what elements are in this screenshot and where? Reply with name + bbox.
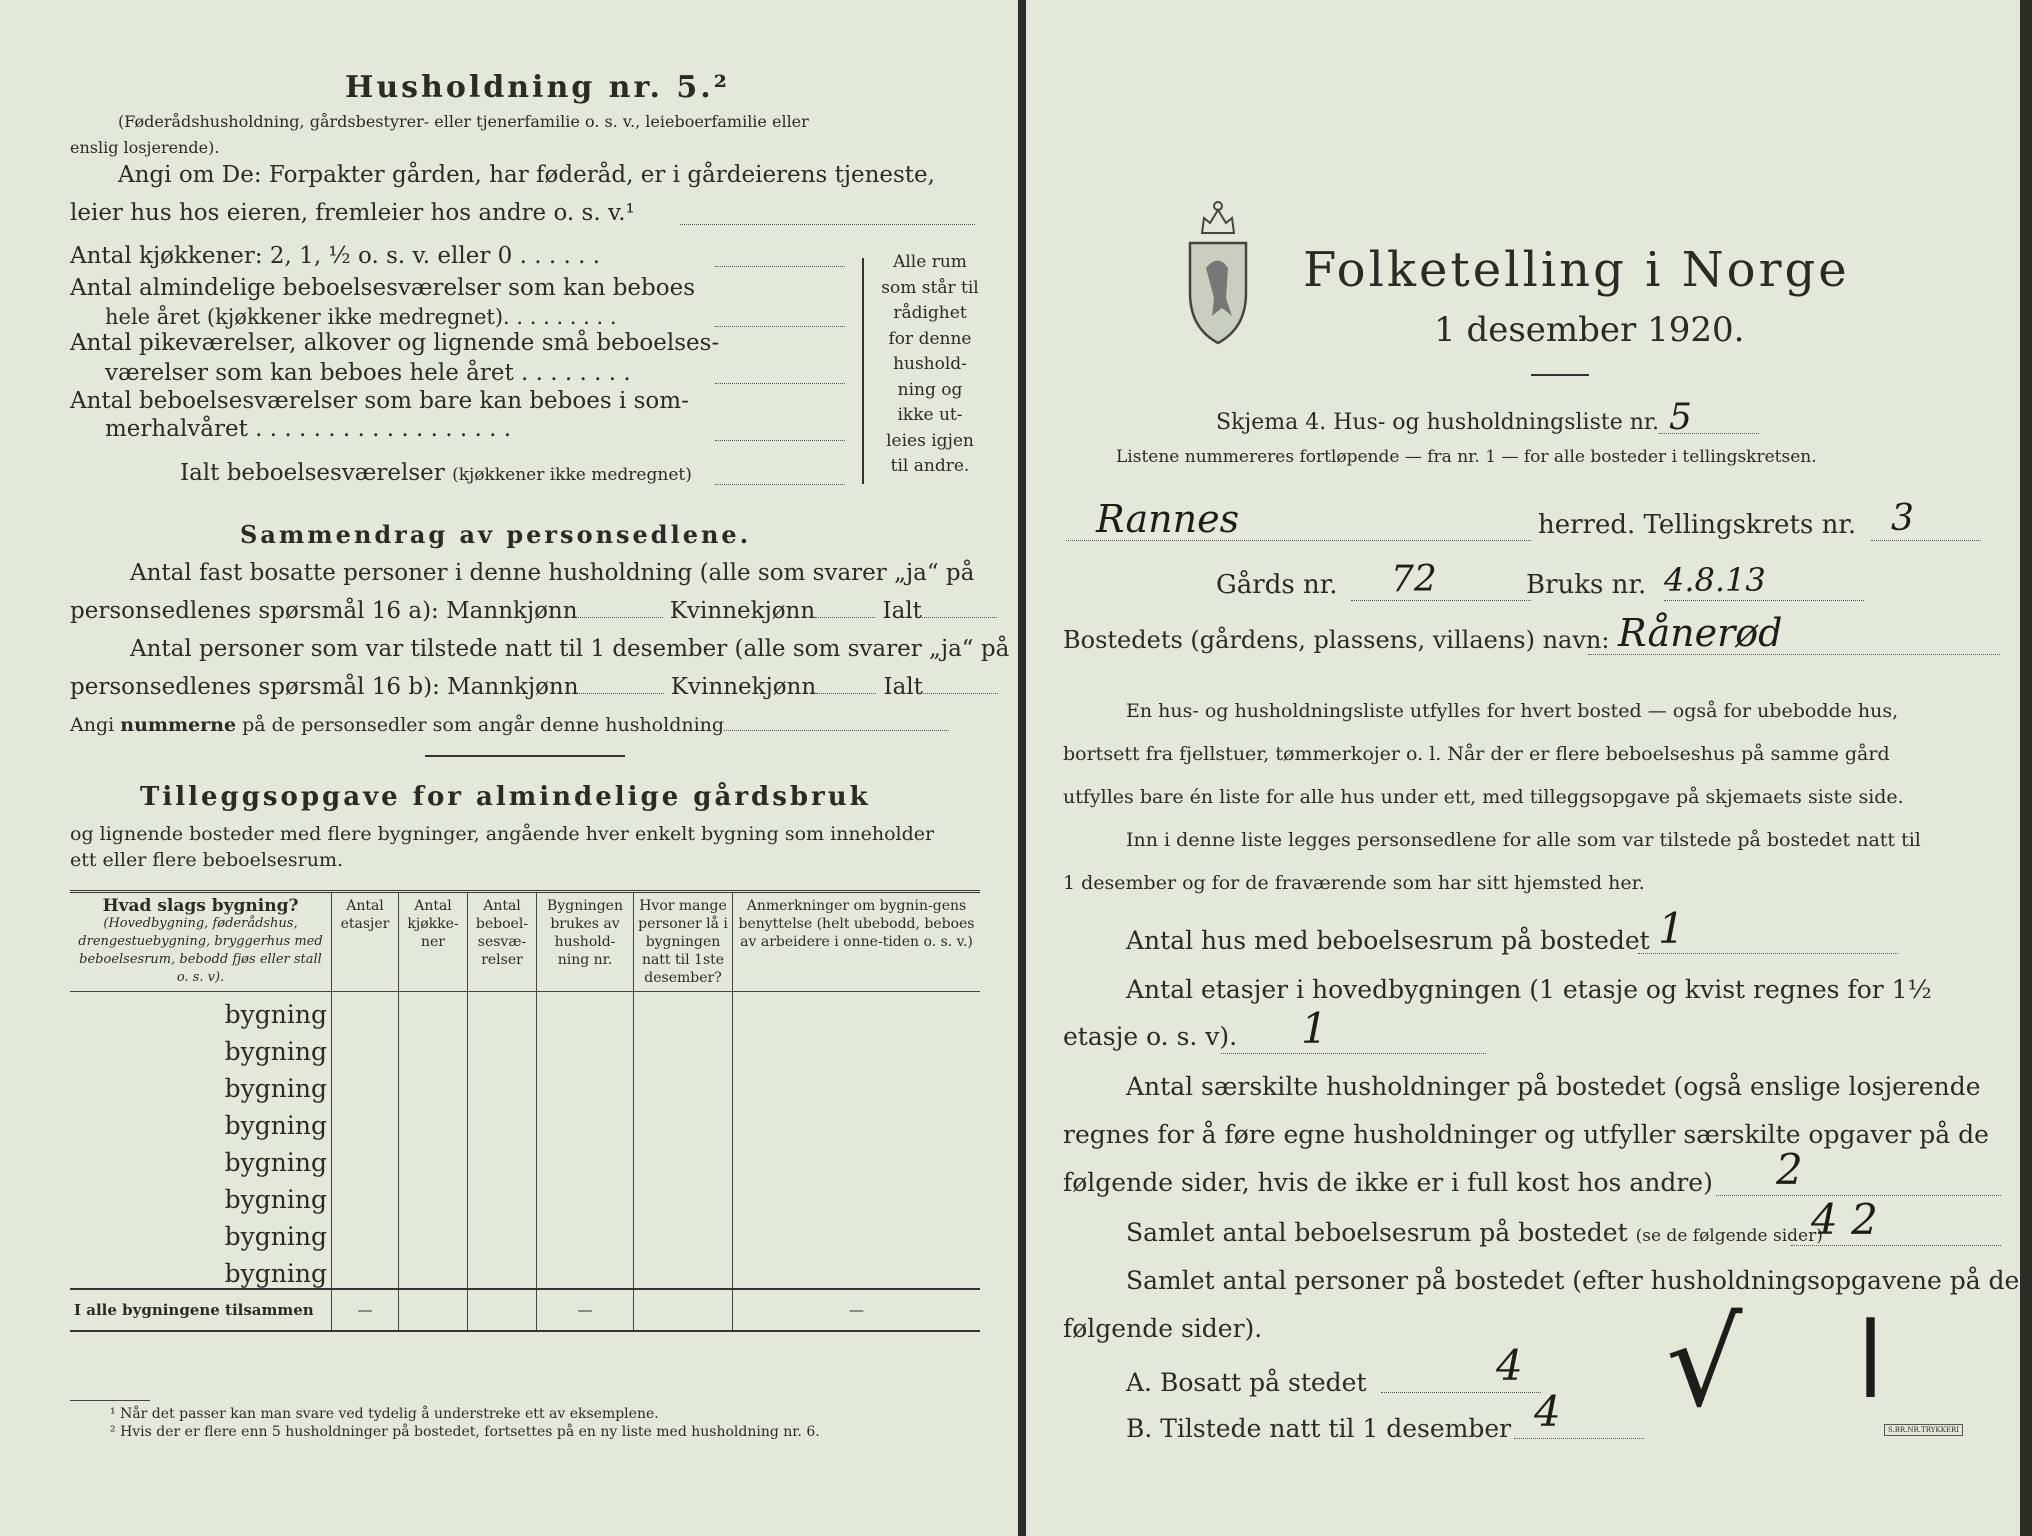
col-floors: Antal etasjer (332, 892, 399, 992)
herred-label: herred. Tellingskrets nr. (1538, 510, 1857, 540)
rooms-total-line (715, 484, 845, 485)
skjema-value: 5 (1659, 403, 1759, 434)
household-title: Husholdning nr. 5.² (345, 70, 730, 105)
rooms-total-note: (kjøkkener ikke medregnet) (452, 465, 692, 485)
rooms-ordinary-1: Antal almindelige beboelsesværelser som kan beboes (70, 275, 696, 301)
tillegg-line-2: ett eller flere beboelsesrum. (70, 849, 344, 871)
a-hush: 2 (1716, 1145, 2001, 1196)
q-pers-1: Samlet antal personer på bostedet (efter husholdningsopgavene på de (1126, 1266, 2020, 1295)
table-row (70, 1177, 980, 1214)
col-kitchens: Antal kjøkke-ner (399, 892, 468, 992)
title-rule (1531, 374, 1589, 376)
q-etasjer-1: Antal etasjer i hovedbygningen (1 etasje og kvist regnes for 1½ (1126, 975, 1932, 1004)
brace-note-line: rådighet (893, 303, 967, 323)
q-a: A. Bosatt på stedet (1126, 1368, 1367, 1397)
footnote-2: ² Hvis der er flere enn 5 husholdninger på bostedet, fortsettes på en ny liste med husholdning nr. 6. (110, 1424, 820, 1440)
table-row (70, 1251, 980, 1289)
q-rum-note: (se de følgende sider) (1635, 1226, 1823, 1246)
herred-value: Rannes (1066, 498, 1531, 541)
instruction-line: 1 desember og for de fraværende som har sitt hjemsted her. (1063, 872, 1645, 894)
col-persons: Hvor mange personer lå i bygningen natt til 1ste desember? (634, 892, 733, 992)
intro-line-2: enslig losjerende). (70, 138, 220, 157)
a-rum: 4 2 (1791, 1195, 2001, 1246)
building-table (70, 890, 980, 1332)
col-remarks: Anmerkninger om bygnin-gens benyttelse (helt ubebodd, beboes av arbeidere i onne-tiden o. s. v.) (733, 892, 981, 992)
rooms-kitchens-line (715, 266, 845, 267)
row-label: bygning (224, 1148, 327, 1177)
brace-note-line: ning og (897, 379, 963, 400)
brace-note-line: til andre. (890, 456, 970, 476)
brace-note (875, 250, 985, 480)
rooms-brace (862, 258, 864, 484)
tillegg-line-1: og lignende bosteder med flere bygninger, angående hver enkelt bygning som inneholder (70, 823, 935, 845)
row-label: bygning (224, 1259, 327, 1288)
table-row (70, 1066, 980, 1103)
brace-note-line: for denne (888, 328, 972, 349)
table-header-row (70, 892, 980, 992)
gards-label: Gårds nr. (1216, 570, 1338, 600)
instruction-line: En hus- og husholdningsliste utfylles for hvert bosted — også for ubebodde hus, (1126, 700, 1899, 722)
brace-note-line: leies igjen (886, 430, 974, 451)
table-row (70, 1029, 980, 1066)
col-building-type-note: (Hovedbygning, føderådshus, drengestuebygning, bryggerhus med beboelsesrum, bebodd fjøs eller stall o. s. v). (78, 916, 323, 985)
summary-line-2: personsedlenes spørsmål 16 a): Mannkjønn Kvinnekjønn Ialt (70, 598, 997, 624)
listene-note: Listene nummereres fortløpende — fra nr. 1 — for alle bosteder i tellingskretsen. (1116, 447, 1817, 467)
table-total-row (70, 1289, 980, 1331)
total-dash: — (733, 1289, 981, 1331)
rooms-summer-1: Antal beboelsesværelser som bare kan beboes i som- (70, 388, 689, 414)
rooms-total-label: Ialt beboelsesværelser (kjøkkener ikke medregnet) (180, 460, 692, 486)
rooms-ordinary-line (715, 326, 845, 327)
total-label: I alle bygningene tilsammen (70, 1289, 332, 1331)
tillegg-title: Tilleggsopgave for almindelige gårdsbruk (140, 782, 871, 812)
bruks-value: 4.8.13 (1664, 560, 1864, 601)
rooms-summer-2: merhalvåret . . . . . . . . . . . . . . . . . . (105, 416, 512, 442)
summary-line-3: Antal personer som var tilstede natt til 1 desember (alle som svarer „ja“ på (130, 636, 1010, 662)
brace-note-line: ikke ut- (897, 405, 963, 425)
a-a: 4 (1381, 1340, 1541, 1393)
brace-note-line: hushold- (893, 354, 967, 374)
brace-note-line: Alle rum (893, 252, 967, 272)
summary-line-1: Antal fast bosatte personer i denne husholdning (alle som svarer „ja“ på (130, 560, 975, 586)
q-pers-2: følgende sider). (1063, 1314, 1263, 1343)
row-label: bygning (224, 1037, 327, 1066)
bosted-label: Bostedets (gårdens, plassens, villaens) navn: (1063, 626, 1610, 654)
instruction-line: bortsett fra fjellstuer, tømmerkojer o. l. Når der er flere beboelseshus på samme gård (1063, 743, 1890, 765)
right-page (1026, 0, 2020, 1536)
census-title: Folketelling i Norge (1303, 242, 1850, 298)
q-hush-2: regnes for å føre egne husholdninger og utfyller særskilte opgaver på de (1063, 1120, 1989, 1149)
summary-line-4: personsedlenes spørsmål 16 b): Mannkjønn Kvinnekjønn Ialt (70, 674, 998, 700)
skjema-line: Skjema 4. Hus- og husholdningsliste nr. 5 (1216, 403, 1759, 435)
footnote-1: ¹ Når det passer kan man svare ved tydelig å understreke ett av eksemplene. (110, 1406, 659, 1422)
checkmark: √ (1666, 1295, 1743, 1434)
footnote-rule (70, 1400, 150, 1401)
divider (425, 755, 625, 757)
coat-of-arms-icon (1182, 198, 1254, 348)
table-row (70, 992, 980, 1030)
row-label: bygning (224, 1111, 327, 1140)
col-building-type-title: Hvad slags bygning? (102, 896, 299, 916)
instruction-line: Inn i denne liste legges personsedlene for alle som var tilstede på bostedet natt til (1126, 829, 1921, 851)
col-rooms: Antal beboel-sesvæ-relser (468, 892, 537, 992)
q-hus: Antal hus med beboelsesrum på bostedet (1126, 926, 1650, 955)
intro-line-1: (Føderådshusholdning, gårdsbestyrer- eller tjenerfamilie o. s. v., leieboerfamilie eller (118, 112, 809, 131)
tally-mark: | (1856, 1303, 1886, 1397)
instruction-line: utfylles bare én liste for alle hus under ett, med tilleggsopgave på skjemaets siste side. (1063, 786, 1904, 808)
col-building-type (70, 892, 332, 992)
q-etasjer-2: etasje o. s. v). (1063, 1022, 1238, 1051)
row-label: bygning (224, 1074, 327, 1103)
rooms-ordinary-2: hele året (kjøkkener ikke medregnet). . . . . . . . . (105, 305, 617, 329)
a-etasjer: 1 (1221, 1005, 1486, 1054)
total-dash: — (332, 1289, 399, 1331)
col-household: Bygningen brukes av hushold-ning nr. (537, 892, 634, 992)
rooms-small-2: værelser som kan beboes hele året . . . . . . . . (105, 360, 631, 386)
table-row (70, 1103, 980, 1140)
rooms-small-line (715, 383, 845, 384)
row-label: bygning (224, 1222, 327, 1251)
angi-line-2: leier hus hos eieren, fremleier hos andre o. s. v.¹ (70, 200, 635, 226)
angi-line-1: Angi om De: Forpakter gården, har føderåd, er i gårdeierens tjeneste, (118, 162, 935, 188)
angi-answer-line (680, 224, 975, 225)
table-row (70, 1140, 980, 1177)
brace-note-line: som står til (881, 277, 979, 298)
bosted-value: Rånerød (1588, 612, 2000, 655)
rooms-summer-line (715, 440, 845, 441)
q-rum: Samlet antal beboelsesrum på bostedet (se de følgende sider) (1126, 1218, 1823, 1247)
bruks-label: Bruks nr. (1526, 570, 1647, 600)
q-hush-3: følgende sider, hvis de ikke er i full kost hos andre) (1063, 1168, 1713, 1197)
a-b: 4 (1514, 1386, 1644, 1439)
printer-stamp: S.BR.NR.TRYKKERI (1884, 1424, 1963, 1436)
q-b: B. Tilstede natt til 1 desember (1126, 1414, 1512, 1443)
a-hus: 1 (1638, 905, 1898, 954)
rooms-kitchens: Antal kjøkkener: 2, 1, ½ o. s. v. eller 0 . . . . . . (70, 243, 601, 269)
summary-title: Sammendrag av personsedlene. (240, 520, 752, 549)
row-label: bygning (224, 1000, 327, 1029)
tellingskrets-value: 3 (1871, 498, 1981, 541)
total-dash: — (537, 1289, 634, 1331)
rooms-small-1: Antal pikeværelser, alkover og lignende små beboelses- (70, 330, 720, 356)
angi-numre: Angi nummerne på de personsedler som angår denne husholdning (70, 714, 949, 736)
row-label: bygning (224, 1185, 327, 1214)
table-row (70, 1214, 980, 1251)
q-hush-1: Antal særskilte husholdninger på bostedet (også enslige losjerende (1126, 1072, 1981, 1101)
gards-value: 72 (1351, 560, 1531, 601)
census-date: 1 desember 1920. (1434, 310, 1745, 350)
